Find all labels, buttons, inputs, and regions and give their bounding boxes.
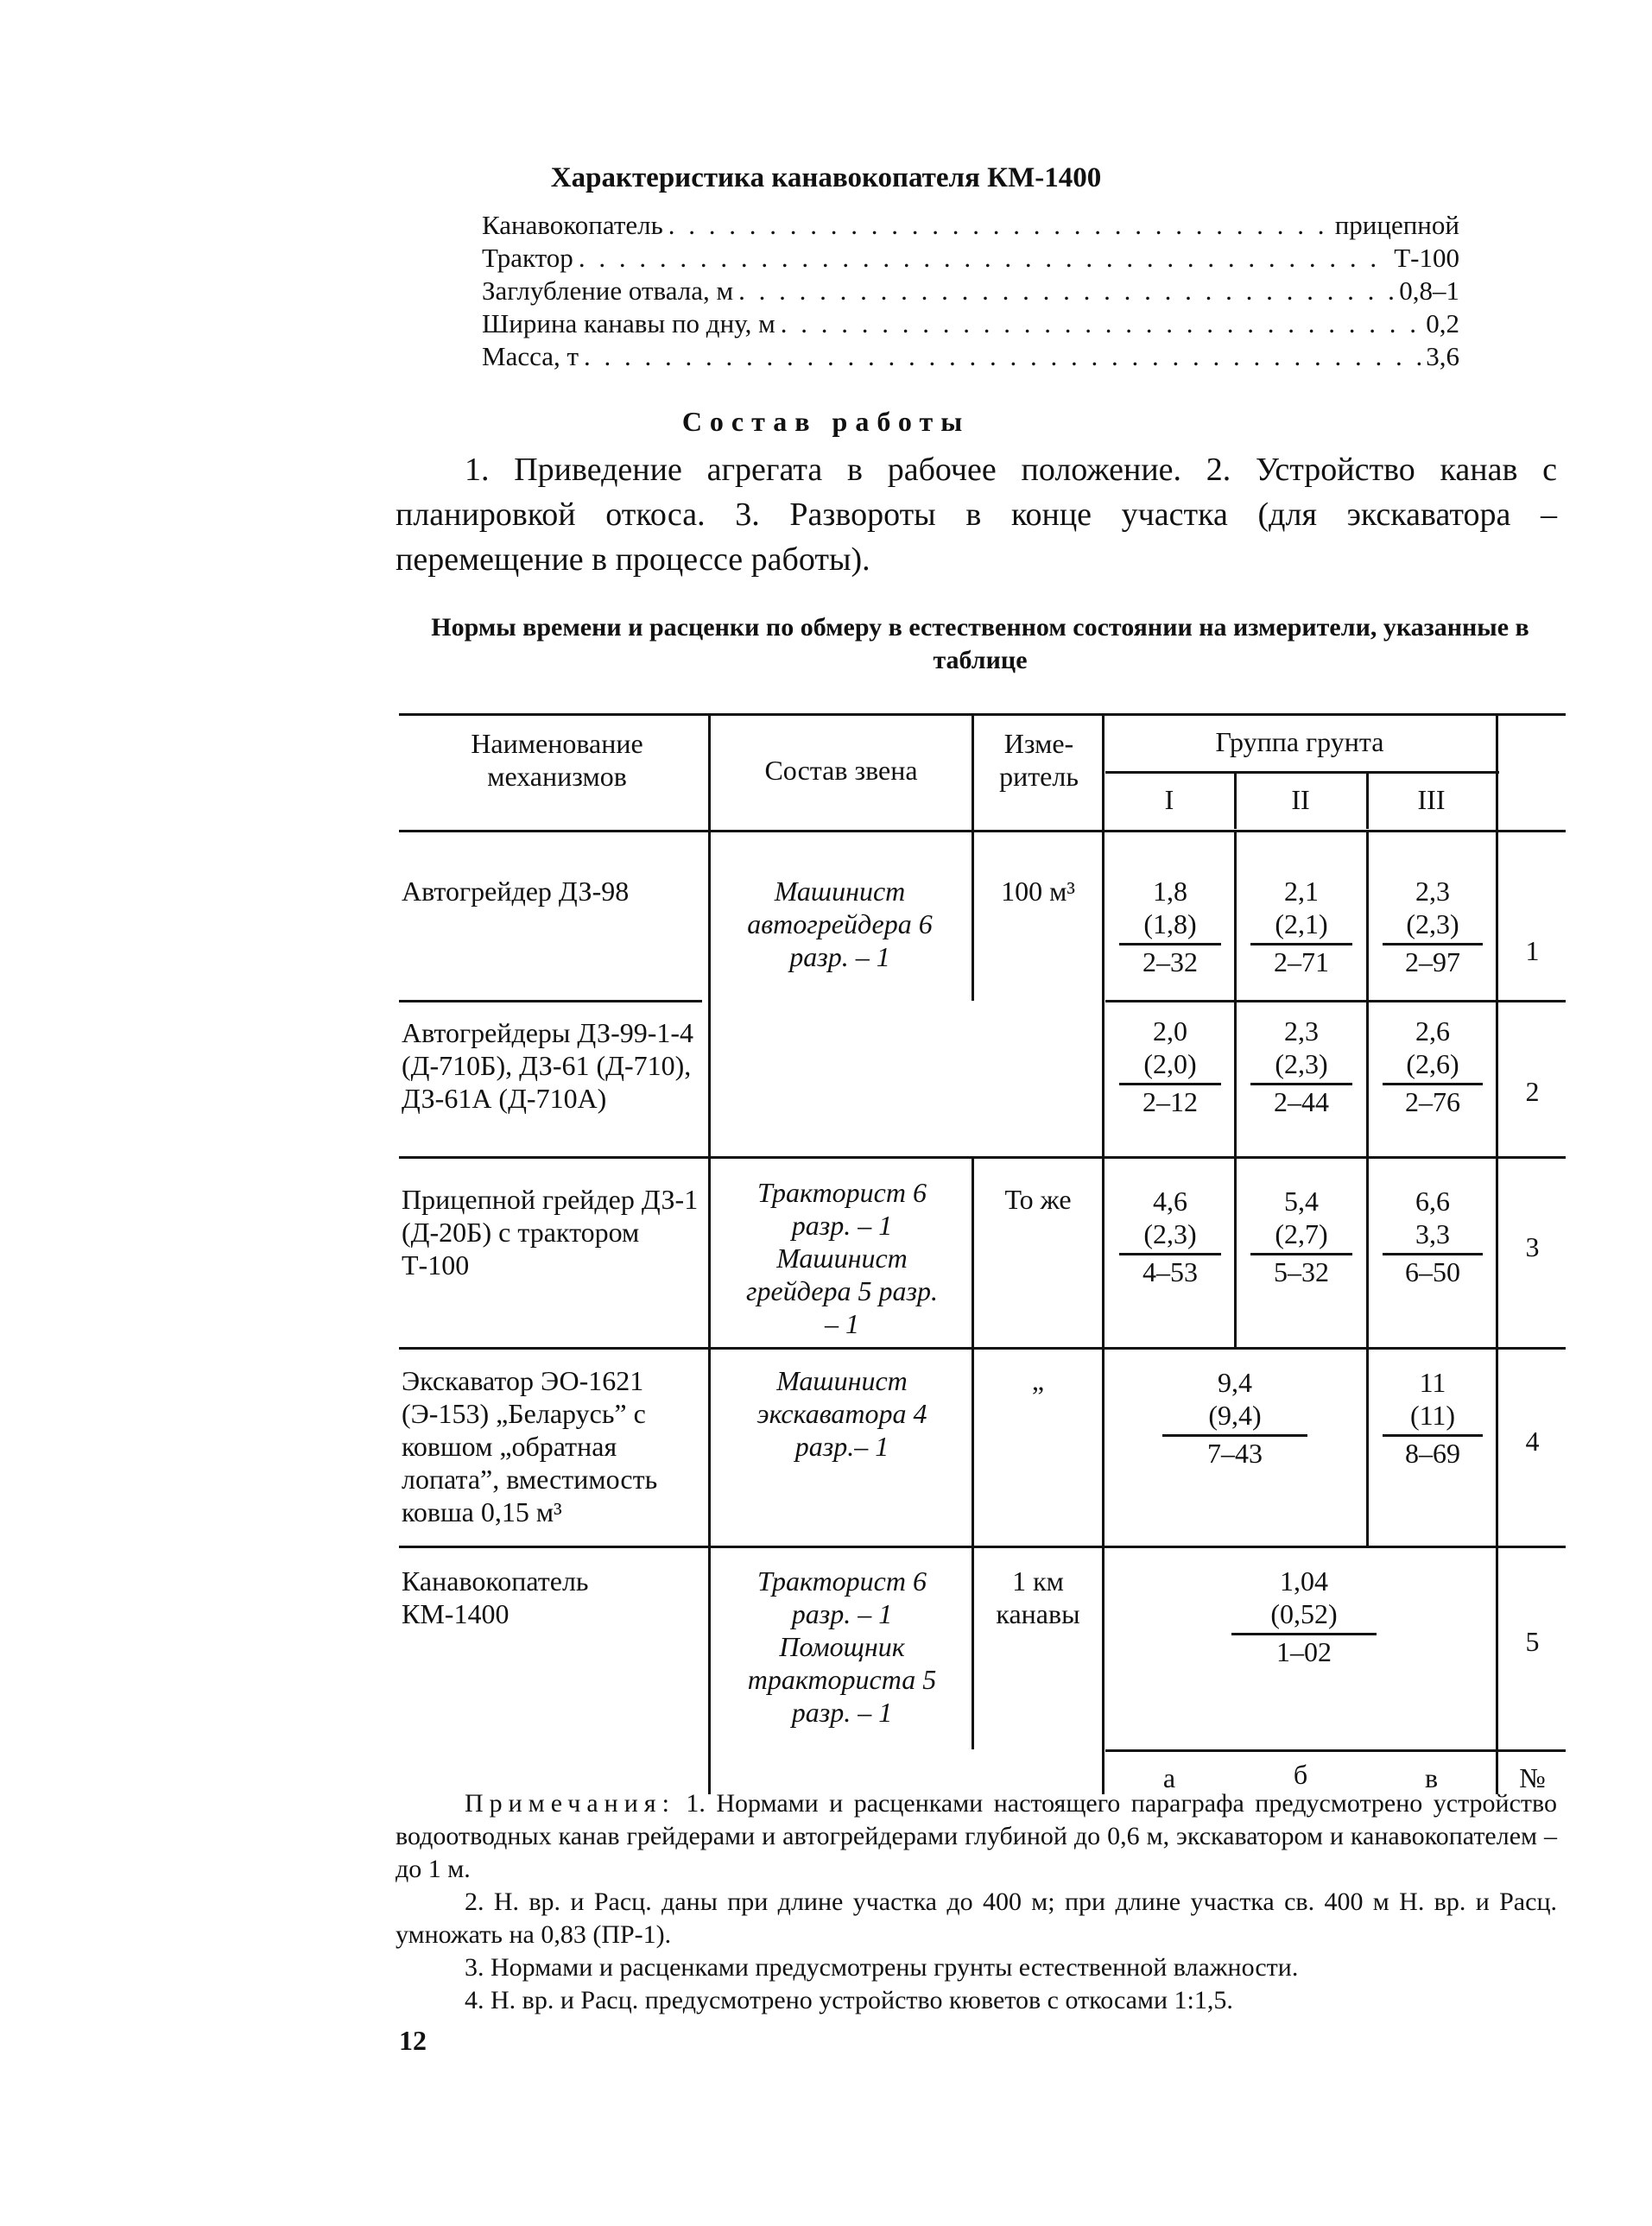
spec-row <box>482 275 1459 307</box>
row-number: 4 <box>1525 1426 1540 1457</box>
note-2: 2. Н. вр. и Расц. даны при длине участка до 400 м; при длине участка св. 400 м Н. вр. и Расц. умножать на 0,83 (ПР-1). <box>396 1888 1557 1949</box>
row-unit: 100 м³ <box>1001 876 1075 907</box>
spec-label: Трактор <box>482 243 573 273</box>
norms-title: Нормы времени и расценки по обмеру в естественном состоянии на измерители, указанные в таблице <box>431 613 1529 674</box>
header-group-3: III <box>1417 784 1446 815</box>
work-text: 1. Приведение агрегата в рабочее положение. 2. Устройство канав с планировкой откоса. 3. Развороты в конце участка (для экскаватора – перемещение в процессе работы). <box>396 452 1557 578</box>
spec-row <box>482 209 1459 242</box>
row-unit: То же <box>1004 1184 1072 1215</box>
header-group: Группа грунта <box>1215 726 1384 757</box>
spec-row <box>482 307 1459 340</box>
row-name: Канавокопатель КМ-1400 <box>402 1565 589 1629</box>
row-name: Прицепной грейдер ДЗ-1 (Д-20Б) с трактором Т-100 <box>402 1184 699 1281</box>
row-crew: Тракторист 6 разр. – 1 Машинист грейдера 5 разр. – 1 <box>746 1177 938 1339</box>
spec-value: 0,2 <box>1426 308 1459 338</box>
row-number: 2 <box>1525 1076 1540 1107</box>
rate-value: 2,0 (2,0) 2–12 <box>1110 1015 1231 1118</box>
spec-row <box>482 242 1459 275</box>
footer-label: б <box>1293 1759 1308 1790</box>
footer-label: в <box>1424 1762 1439 1793</box>
rate-value: 4,6 (2,3) 4–53 <box>1110 1185 1231 1288</box>
rate-value: 11 (11) 8–69 <box>1373 1366 1492 1470</box>
header-crew: Состав звена <box>764 755 918 786</box>
row-number: 3 <box>1525 1231 1540 1262</box>
spec-label: Канавокопатель <box>482 210 663 240</box>
spec-label: Ширина канавы по дну, м <box>482 308 775 338</box>
row-unit: „ <box>1031 1365 1045 1396</box>
note-4: 4. Н. вр. и Расц. предусмотрено устройство кюветов с откосами 1:1,5. <box>465 1986 1233 2014</box>
notes <box>396 1787 1557 2017</box>
row-unit: 1 км канавы <box>996 1565 1080 1629</box>
rate-value: 2,6 (2,6) 2–76 <box>1373 1015 1492 1118</box>
header-group-1: I <box>1164 784 1174 815</box>
spec-title: Характеристика канавокопателя КМ-1400 <box>550 162 1102 193</box>
notes-label: Примечания: <box>465 1789 675 1818</box>
spec-label: Заглубление отвала, м <box>482 275 734 306</box>
spec-value: 0,8–1 <box>1399 275 1459 306</box>
work-title: Состав работы <box>681 406 971 437</box>
row-number: 5 <box>1525 1626 1540 1657</box>
rate-value: 6,6 3,3 6–50 <box>1373 1185 1492 1288</box>
row-crew: Машинист экскаватора 4 разр.– 1 <box>756 1365 927 1462</box>
rate-value: 2,3 (2,3) 2–97 <box>1373 875 1492 978</box>
spec-row <box>482 340 1459 373</box>
spec-label: Масса, т <box>482 341 579 371</box>
spec-value: прицепной <box>1334 210 1459 240</box>
rate-value: 9,4 (9,4) 7–43 <box>1149 1366 1321 1470</box>
spec-value: Т-100 <box>1394 243 1459 273</box>
row-name: Автогрейдер ДЗ-98 <box>402 876 630 907</box>
rate-value: 5,4 (2,7) 5–32 <box>1241 1185 1362 1288</box>
rate-value: 2,3 (2,3) 2–44 <box>1241 1015 1362 1118</box>
footer-label: а <box>1162 1762 1176 1793</box>
note-1: Примечания: 1. Нормами и расценками настоящего параграфа предусмотрено устройство водоотводных канав грейдерами и автогрейдерами глубиной до 0,6 м, экскаватором и канавокопателем – до 1 м. <box>396 1789 1557 1883</box>
row-crew: Машинист автогрейдера 6 разр. – 1 <box>747 876 933 972</box>
page-number: 12 <box>399 2025 427 2056</box>
spec-value: 3,6 <box>1426 341 1459 371</box>
note-3: 3. Нормами и расценками предусмотрены грунты естественной влажности. <box>465 1953 1299 1982</box>
rate-value: 2,1 (2,1) 2–71 <box>1241 875 1362 978</box>
header-group-2: II <box>1291 784 1310 815</box>
footer-number-label: № <box>1519 1762 1546 1793</box>
header-unit: Изме-ритель <box>999 728 1079 792</box>
row-crew: Тракторист 6 разр. – 1 Помощник тракториста 5 разр. – 1 <box>747 1565 937 1728</box>
row-name: Автогрейдеры ДЗ-99-1-4 (Д-710Б), ДЗ-61 (Д-710), ДЗ-61А (Д-710А) <box>402 1017 694 1114</box>
row-number: 1 <box>1525 935 1540 966</box>
row-name: Экскаватор ЭО-1621 (Э-153) „Беларусь” с ковшом „обратная лопата”, вместимость ковша 0,15 м³ <box>402 1365 658 1527</box>
rate-value: 1,04 (0,52) 1–02 <box>1218 1565 1390 1668</box>
header-name: Наименование механизмов <box>471 728 643 792</box>
rate-value: 1,8 (1,8) 2–32 <box>1110 875 1231 978</box>
